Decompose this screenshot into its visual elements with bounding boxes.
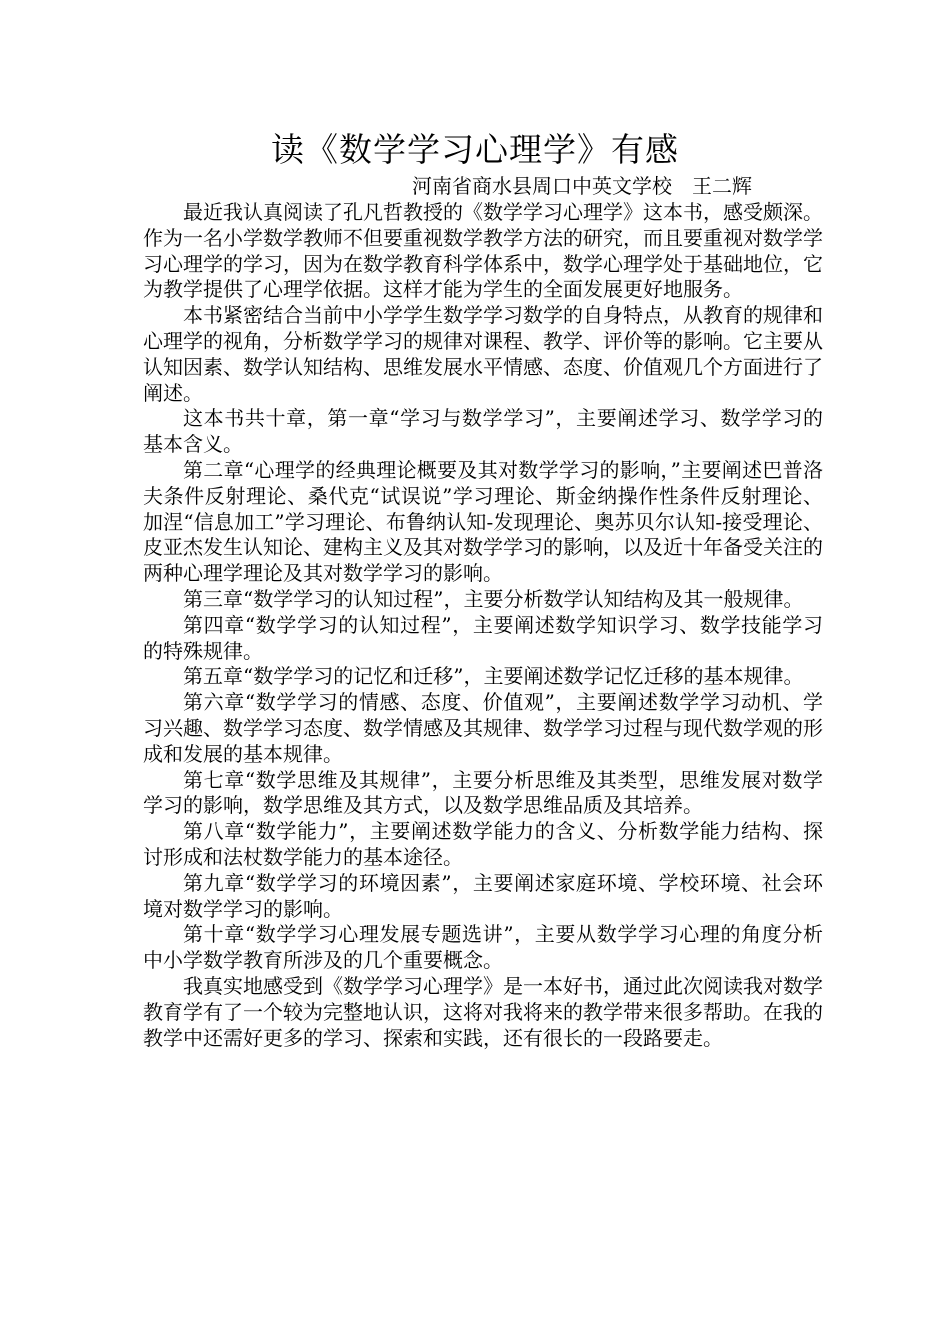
paragraph: 第五章“数学学习的记忆和迁移”，主要阐述数学记忆迁移的基本规律。 xyxy=(183,664,804,689)
paragraph: 本书紧密结合当前中小学学生数学学习数学的自身特点，从教育的规律和心理学的视角，分析数学学习的规律对课程、教学、评价等的影响。它主要从认知因素、数学认知结构、思维发展水平情感、态度、价值观几个方面进行了阐述。 xyxy=(143,303,823,405)
document-title: 读《数学学习心理学》有感 xyxy=(271,130,679,169)
document-author: 河南省商水县周口中英文学校 王二辉 xyxy=(412,174,752,198)
paragraph: 第八章“数学能力”，主要阐述数学能力的含义、分析数学能力结构、探讨形成和法杖数学能力的基本途径。 xyxy=(143,819,823,869)
paragraph: 第六章“数学学习的情感、态度、价值观”，主要阐述数学学习动机、学习兴趣、数学学习态度、数学情感及其规律、数学学习过程与现代数学观的形成和发展的基本规律。 xyxy=(143,690,823,766)
paragraph: 我真实地感受到《数学学习心理学》是一本好书，通过此次阅读我对数学教育学有了一个较为完整地认识，这将对我将来的教学带来很多帮助。在我的教学中还需好更多的学习、探索和实践，还有很长的一段路要走。 xyxy=(143,973,823,1050)
paragraph: 第十章“数学学习心理发展专题选讲”，主要从数学学习心理的角度分析中小学数学教育所涉及的几个重要概念。 xyxy=(143,922,823,973)
paragraph: 第三章“数学学习的认知过程”，主要分析数学认知结构及其一般规律。 xyxy=(183,586,804,611)
paragraph: 最近我认真阅读了孔凡哲教授的《数学学习心理学》这本书，感受颇深。作为一名小学数学教师不但要重视数学教学方法的研究，而且要重视对数学学习心理学的学习，因为在数学教育科学体系中，数学心理学处于基础地位，它为教学提供了心理学依据。这样才能为学生的全面发展更好地服务。 xyxy=(143,200,823,302)
paragraph: 第七章“数学思维及其规律”，主要分析思维及其类型，思维发展对数学学习的影响，数学思维及其方式，以及数学思维品质及其培养。 xyxy=(143,767,823,818)
paragraph: 第四章“数学学习的认知过程”，主要阐述数学知识学习、数学技能学习的特殊规律。 xyxy=(143,612,823,663)
document-body xyxy=(143,200,823,1051)
paragraph: 这本书共十章，第一章“学习与数学学习”，主要阐述学习、数学学习的基本含义。 xyxy=(143,406,823,457)
paragraph: 第九章“数学学习的环境因素”，主要阐述家庭环境、学校环境、社会环境对数学学习的影响。 xyxy=(143,870,823,921)
paragraph: 第二章“心理学的经典理论概要及其对数学学习的影响，”主要阐述巴普洛夫条件反射理论、桑代克“试误说”学习理论、斯金纳操作性条件反射理论、加涅“信息加工”学习理论、布鲁纳认知-发现理论、奥苏贝尔认知-接受理论、皮亚杰发生认知论、建构主义及其对数学学习的影响，以及近十年备受关注的两种心理学理论及其对数学学习的影响。 xyxy=(143,457,823,586)
